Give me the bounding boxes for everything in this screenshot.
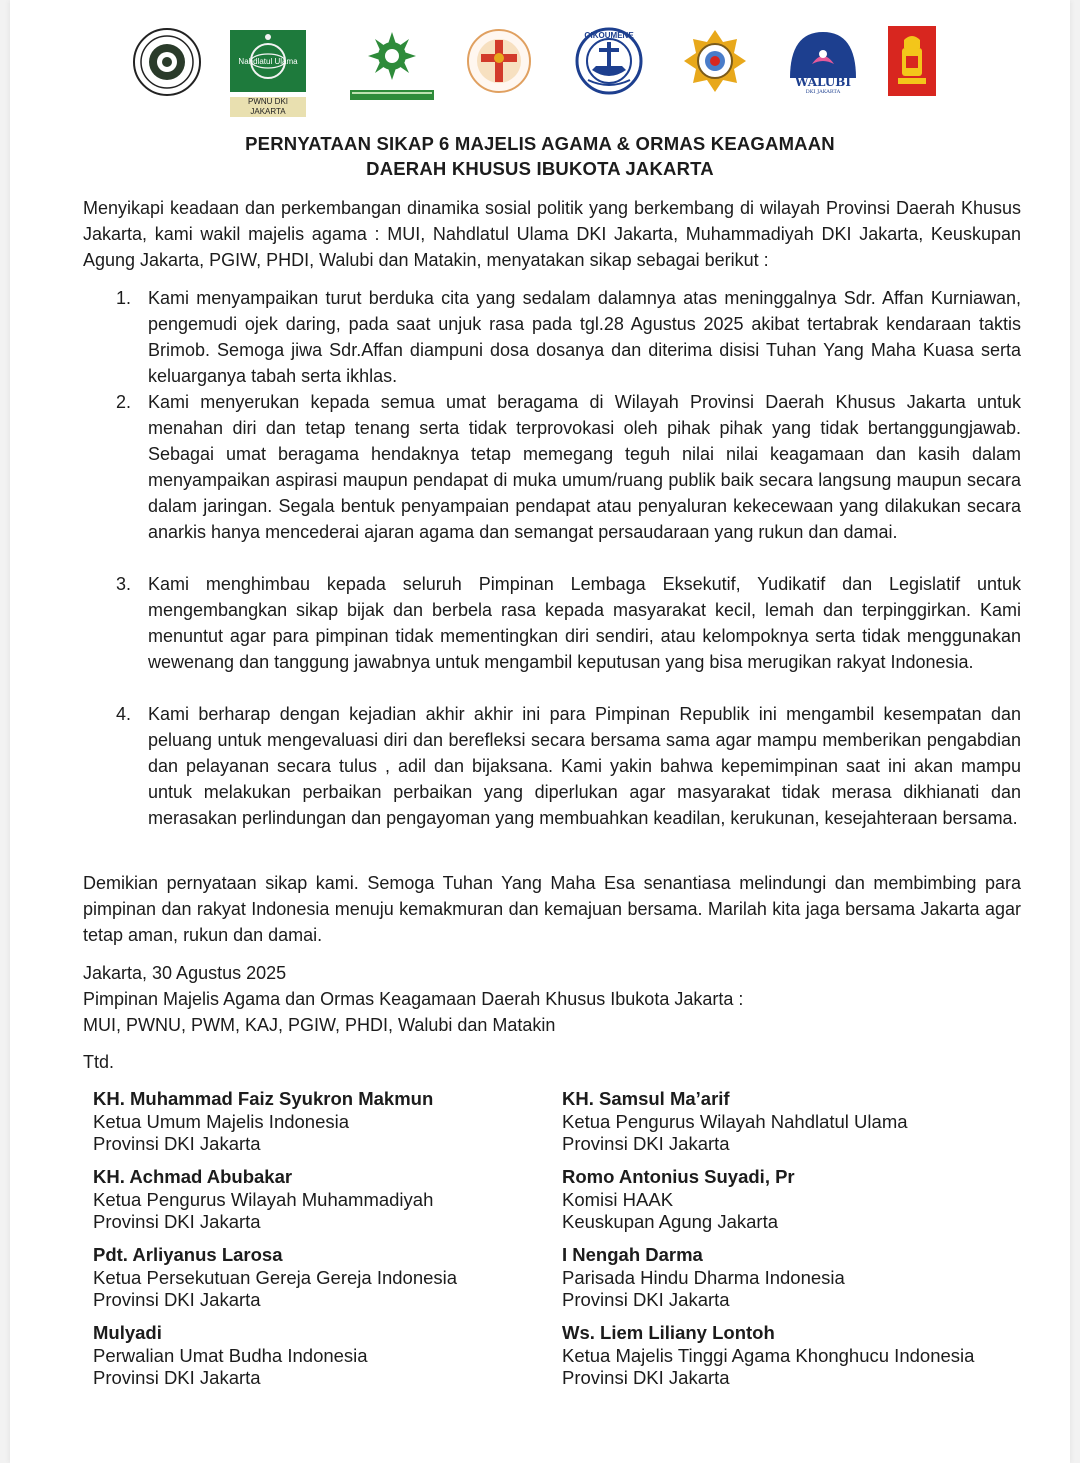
- signatory-role: Ketua Pengurus Wilayah Muhammadiyah: [93, 1188, 434, 1210]
- signatory-name: KH. Achmad Abubakar: [93, 1166, 293, 1187]
- matakin-logo: [888, 26, 936, 96]
- signatory-role: Komisi HAAK: [562, 1188, 674, 1210]
- logo-strip: [10, 22, 1070, 116]
- signatory: [93, 1322, 368, 1390]
- nu-globe-icon: [230, 30, 306, 92]
- signatory-role: Perwalian Umat Budha Indonesia: [93, 1344, 368, 1366]
- point-text: Kami menyerukan kepada semua umat beragama di Wilayah Provinsi Daerah Khusus Jakarta untuk menahan diri dan tetap tenang serta tidak terprovokasi oleh pihak pihak yang tidak bertanggungjawab. Sebagai umat beragama hendaknya tetap memegang teguh nilai nilai keagamaan dan kasih dalam menyampaikan aspirasi maupun pendapat di muka umum/ruang publik baik secara langsung maupun secara dalam jaringan. Segala bentuk penyampaian pendapat atau penyaluran kekecewaan yang dilakukan secara anarkis hanya mencederai ajaran agama dan semangat persaudaraan yang rukun dan damai.: [148, 392, 1021, 542]
- closing-paragraph: Demikian pernyataan sikap kami. Semoga Tuhan Yang Maha Esa senantiasa melindungi dan membimbing para pimpinan dan rakyat Indonesia menuju kemakmuran dan kemajuan bersama. Marilah kita jaga bersama Jakarta agar tetap aman, rukun dan damai.: [83, 873, 1021, 945]
- signatory-role: Ketua Majelis Tinggi Agama Khonghucu Indonesia: [562, 1344, 975, 1366]
- kaj-logo: [466, 28, 532, 94]
- signatory-place: Provinsi DKI Jakarta: [93, 1289, 261, 1310]
- leaders-line: Pimpinan Majelis Agama dan Ormas Keagamaan Daerah Khusus Ibukota Jakarta :: [83, 989, 744, 1009]
- point-text: Kami berharap dengan kejadian akhir akhir ini para Pimpinan Republik ini mengambil kesempatan dan peluang untuk mengevaluasi diri dan berefleksi secara bersama sama agar mampu memberikan pengabdian dan pelayanan secara tulus , adil dan bijaksana. Kami yakin bahwa kepemimpinan saat ini akan mampu untuk melakukan perbaikan perbaikan yang diperlukan agar masyarakat tidak merasa dikhianati dan merasakan perlindungan dan pengayoman yang membuahkan keadilan, kerukunan, kesejahteraan bersama.: [148, 704, 1021, 828]
- intro-paragraph: Menyikapi keadaan dan perkembangan dinamika sosial politik yang berkembang di wilayah Provinsi Daerah Khusus Jakarta, kami wakil majelis agama : MUI, Nahdlatul Ulama DKI Jakarta, Muhammadiyah DKI Jakarta, Keuskupan Agung Jakarta, PGIW, PHDI, Walubi dan Matakin, menyatakan sikap sebagai berikut :: [83, 198, 1021, 270]
- signatory: [562, 1088, 908, 1156]
- signatory: [562, 1244, 845, 1312]
- nu-inner-text: Nahdlatul Ulama: [238, 57, 298, 66]
- phdi-logo: [682, 28, 748, 94]
- walubi-sub-text: DKI JAKARTA: [805, 89, 841, 94]
- pgiw-oikoumene-logo: [574, 26, 644, 96]
- signatory-name: KH. Muhammad Faiz Syukron Makmun: [93, 1088, 434, 1109]
- signatory-name: Mulyadi: [93, 1322, 162, 1343]
- signatory: [93, 1166, 433, 1234]
- signatory: [93, 1244, 457, 1312]
- document-title-line1: PERNYATAAN SIKAP 6 MAJELIS AGAMA & ORMAS KEAGAMAAN: [245, 133, 835, 154]
- leaders-orgs: MUI, PWNU, PWM, KAJ, PGIW, PHDI, Walubi dan Matakin: [83, 1015, 556, 1035]
- signatory-place: Provinsi DKI Jakarta: [562, 1367, 730, 1388]
- oikoumene-text: OIKOUMENE: [584, 31, 634, 40]
- signatory-name: I Nengah Darma: [562, 1244, 703, 1265]
- walubi-text: WALUBI: [794, 75, 852, 89]
- signatory-place: Provinsi DKI Jakarta: [93, 1211, 261, 1232]
- signatory-name: Pdt. Arliyanus Larosa: [93, 1244, 283, 1265]
- signatory-name: Ws. Liem Liliany Lontoh: [562, 1322, 775, 1343]
- ttd-label: Ttd.: [83, 1052, 115, 1072]
- signatory: [562, 1322, 974, 1390]
- place-date: Jakarta, 30 Agustus 2025: [83, 963, 287, 983]
- signatory: [562, 1166, 795, 1234]
- signatory-role: Ketua Persekutuan Gereja Gereja Indonesia: [93, 1266, 458, 1288]
- document-title-line2: DAERAH KHUSUS IBUKOTA JAKARTA: [366, 158, 714, 179]
- signatory-role: Parisada Hindu Dharma Indonesia: [562, 1266, 845, 1288]
- pwnu-caption: PWNU DKI JAKARTA: [230, 97, 306, 117]
- point-number: 2.: [116, 392, 132, 412]
- mui-logo: [132, 27, 202, 97]
- signatory-place: Provinsi DKI Jakarta: [562, 1289, 730, 1310]
- point-number: 4.: [116, 704, 132, 724]
- signatory-place: Provinsi DKI Jakarta: [93, 1133, 261, 1154]
- signatory-place: Keuskupan Agung Jakarta: [562, 1211, 778, 1232]
- point-text: Kami menyampaikan turut berduka cita yang sedalam dalamnya atas meninggalnya Sdr. Affan Kurniawan, pengemudi ojek daring, pada saat unjuk rasa pada tgl.28 Agustus 2025 akibat tertabrak kendaraan taktis Brimob. Semoga jiwa Sdr.Affan diampuni dosa dosanya dan diterima disisi Tuhan Yang Maha Kuasa serta keluarganya tabah serta ikhlas.: [148, 288, 1021, 386]
- signatory-name: KH. Samsul Ma’arif: [562, 1088, 730, 1109]
- signatory-role: Ketua Umum Majelis Indonesia: [93, 1110, 350, 1132]
- signatory: [93, 1088, 433, 1156]
- walubi-logo: [786, 28, 860, 94]
- point-text: Kami menghimbau kepada seluruh Pimpinan Lembaga Eksekutif, Yudikatif dan Legislatif untuk mengembangkan sikap bijak dan berbela rasa kepada masyarakat kecil, lemah dan terpinggirkan. Kami menuntut agar para pimpinan tidak mementingkan diri sendiri, atau kelompoknya serta tidak menggunakan wewenang dan tanggung jawabnya untuk mengambil keputusan yang bisa merugikan rakyat Indonesia.: [148, 574, 1021, 672]
- document-page: [10, 0, 1070, 1463]
- signatory-name: Romo Antonius Suyadi, Pr: [562, 1166, 795, 1187]
- point-number: 3.: [116, 574, 132, 594]
- muhammadiyah-logo: [350, 28, 434, 102]
- pwnu-logo: [230, 30, 306, 116]
- signatory-place: Provinsi DKI Jakarta: [93, 1367, 261, 1388]
- signatory-role: Ketua Pengurus Wilayah Nahdlatul Ulama: [562, 1110, 908, 1132]
- point-number: 1.: [116, 288, 132, 308]
- signatory-place: Provinsi DKI Jakarta: [562, 1133, 730, 1154]
